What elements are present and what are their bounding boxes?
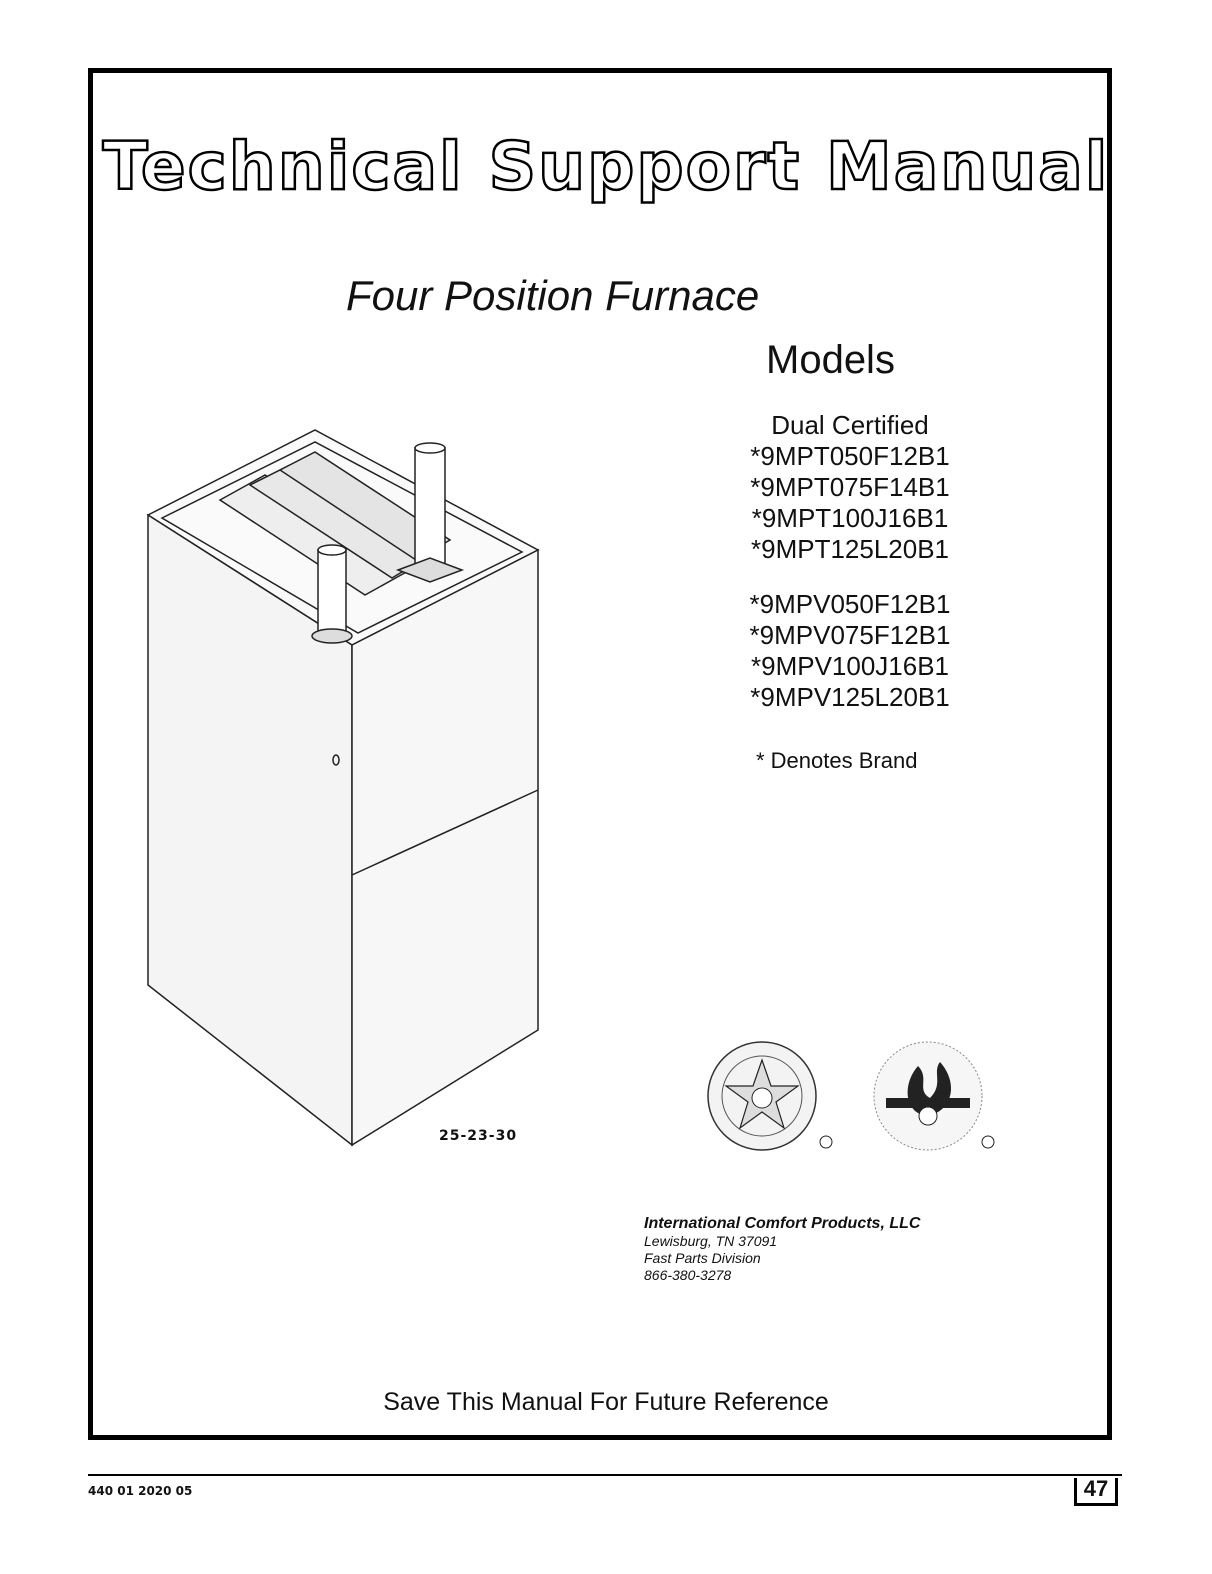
model-number: *9MPV125L20B1: [750, 682, 950, 712]
product-subtitle: Four Position Furnace: [346, 272, 760, 319]
certification-label: Dual Certified: [771, 410, 929, 440]
document-number: 440 01 2020 05: [88, 1484, 193, 1498]
model-number: *9MPV050F12B1: [749, 589, 951, 619]
company-address: Lewisburg, TN 37091: [644, 1233, 778, 1249]
manual-title: Technical Support Manual: [102, 128, 1110, 205]
brand-note: * Denotes Brand: [756, 748, 918, 773]
model-number: *9MPV100J16B1: [750, 651, 950, 681]
company-phone: 866-380-3278: [644, 1267, 732, 1283]
figure-code: 25-23-30: [439, 1128, 518, 1144]
company-name: International Comfort Products, LLC: [644, 1215, 921, 1232]
csa-star-seal-icon: [706, 1038, 836, 1158]
company-division: Fast Parts Division: [644, 1250, 761, 1266]
csa-flame-seal-icon: [868, 1038, 998, 1158]
furnace-illustration: [130, 420, 550, 1150]
model-number: *9MPT100J16B1: [751, 503, 949, 533]
model-number: *9MPT050F12B1: [750, 441, 950, 471]
model-list: [740, 410, 960, 737]
model-group-mpt: [740, 441, 960, 565]
company-block: [644, 1215, 920, 1284]
model-group-mpv: [740, 589, 960, 713]
model-number: *9MPT075F14B1: [750, 472, 950, 502]
models-heading: Models: [766, 338, 895, 382]
save-manual-note: Save This Manual For Future Reference: [383, 1388, 829, 1416]
model-number: *9MPT125L20B1: [750, 534, 950, 564]
page-number: 47: [1074, 1478, 1118, 1506]
footer-rule: [88, 1474, 1122, 1476]
model-number: *9MPV075F12B1: [749, 620, 951, 650]
